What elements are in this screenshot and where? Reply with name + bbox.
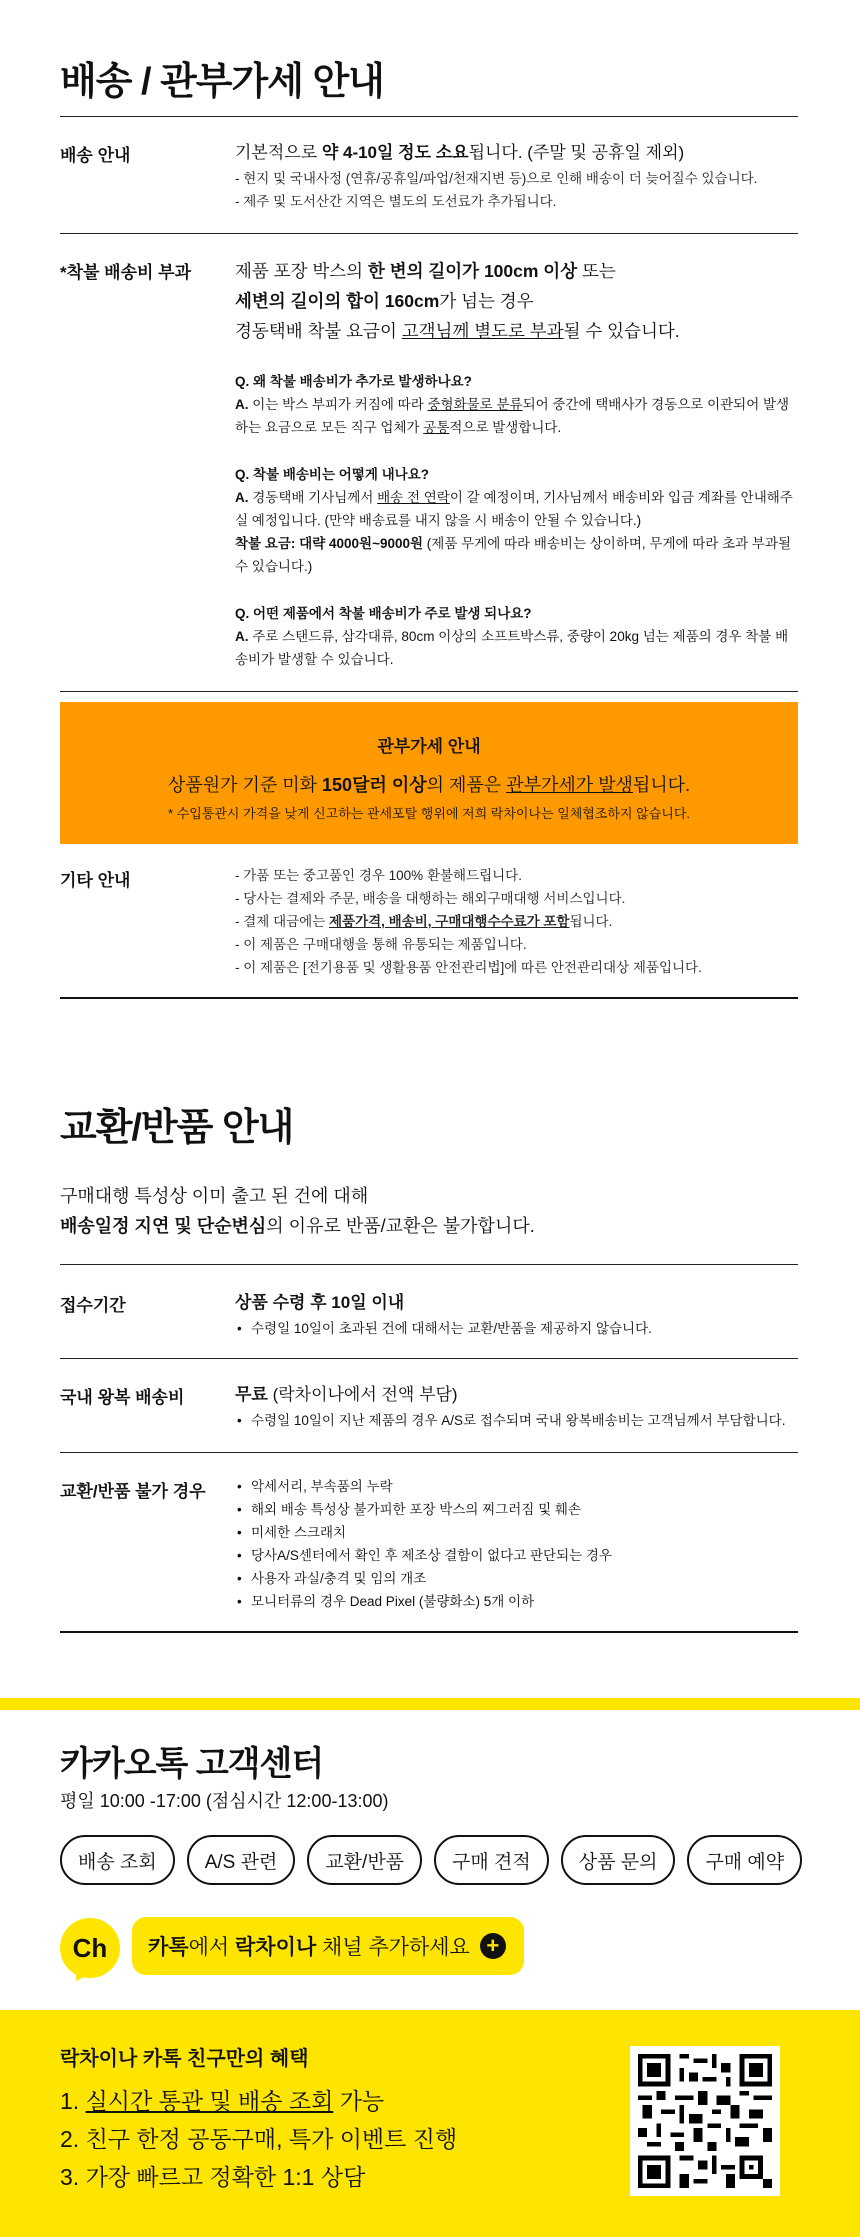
returns-intro: 구매대행 특성상 이미 출고 된 건에 대해 [60, 1186, 369, 1206]
customs-notice [60, 702, 798, 844]
faq-question: Q. 착불 배송비는 어떻게 내나요? [235, 467, 429, 482]
list-item: • 해외 배송 특성상 불가피한 포장 박스의 찌그러짐 및 훼손 [235, 1498, 798, 1521]
arrival-fee-row [60, 234, 798, 691]
period-list [235, 1317, 798, 1340]
faq-answer: A. 이는 박스 부피가 커짐에 따라 중형화물로 분류되어 중간에 택배사가 경동으로 이관되어 발생하는 요금으로 모든 직구 업체가 공통적으로 발생합니다. [235, 397, 790, 435]
fee-head: 무료 (락차이나에서 전액 부담) [235, 1385, 458, 1404]
divider [60, 1631, 798, 1633]
kakao-channel-icon: Ch [60, 1918, 120, 1978]
list-item: • 악세서리, 부속품의 누락 [235, 1475, 798, 1498]
faq-answer: A. 주로 스탠드류, 삼각대류, 80cm 이상의 소프트박스류, 중량이 20kg 넘는 제품의 경우 착불 배송비가 발생할 수 있습니다. [235, 629, 789, 667]
customs-title: 관부가세 안내 [377, 737, 481, 756]
period-label: 접수기간 [60, 1296, 126, 1315]
pill-product-inquiry[interactable]: 상품 문의 [561, 1835, 676, 1885]
etc-label: 기타 안내 [60, 871, 131, 890]
faq-item [235, 463, 798, 578]
arrival-line: 제품 포장 박스의 한 변의 길이가 100cm 이상 또는 [235, 261, 616, 281]
section-separator [0, 1698, 860, 1710]
add-channel-button[interactable] [132, 1917, 524, 1975]
add-channel-label: 카톡에서 락차이나 채널 추가하세요 [148, 1936, 470, 1959]
shipping-table [60, 116, 798, 692]
pill-exchange-return[interactable]: 교환/반품 [307, 1835, 422, 1885]
qr-code-icon[interactable] [630, 2046, 780, 2196]
benefit-panel [0, 2010, 860, 2237]
customs-note: * 수입통관시 가격을 낮게 신고하는 관세포탈 행위에 저희 락차이나는 일체협조하지 않습니다. [168, 806, 690, 821]
benefit-title: 락차이나 카톡 친구만의 혜택 [60, 2048, 309, 2070]
etc-note: - 이 제품은 구매대행을 통해 유통되는 제품입니다. [235, 937, 527, 952]
list-item: • 사용자 과실/충격 및 임의 개조 [235, 1567, 798, 1590]
faq-question: Q. 어떤 제품에서 착불 배송비가 주로 발생 되나요? [235, 606, 532, 621]
delivery-label: 배송 안내 [60, 146, 131, 165]
fee-range: 착불 요금: 대략 4000원~9000원 (제품 무게에 따라 배송비는 상이하며, 무게에 따라 초과 부과될 수 있습니다.) [235, 536, 792, 574]
etc-note: - 결제 대금에는 제품가격, 배송비, 구매대행수수료가 포함됩니다. [235, 914, 613, 929]
benefit-item: 2. 친구 한정 공동구매, 특가 이벤트 진행 [60, 2126, 458, 2152]
returns-section [60, 1096, 798, 1241]
faq-item [235, 602, 798, 671]
returns-intro: 배송일정 지연 및 단순변심의 이유로 반품/교환은 불가합니다. [60, 1216, 535, 1236]
not-allowed-label: 교환/반품 불가 경우 [60, 1482, 206, 1501]
etc-note: - 당사는 결제와 주문, 배송을 대행하는 해외구매대행 서비스입니다. [235, 891, 626, 906]
returns-title: 교환/반품 안내 [60, 1107, 294, 1149]
delivery-note: - 현지 및 국내사정 (연휴/공휴일/파업/천재지변 등)으로 인해 배송이 더 늦어질수 있습니다. [235, 171, 758, 186]
shipping-section [60, 50, 798, 105]
benefit-list [60, 2082, 457, 2196]
shipping-title: 배송 / 관부가세 안내 [60, 61, 384, 103]
etc-section [60, 860, 798, 999]
fee-row [60, 1359, 798, 1452]
returns-table [60, 1264, 798, 1633]
benefit-item: 1. 실시간 통관 및 배송 조회 가능 [60, 2088, 385, 2114]
faq-item [235, 370, 798, 439]
fee-label: 국내 왕복 배송비 [60, 1388, 185, 1407]
arrival-fee-label: *착불 배송비 부과 [60, 263, 192, 282]
not-allowed-row [60, 1453, 798, 1631]
delivery-note: - 제주 및 도서산간 지역은 별도의 도선료가 추가됩니다. [235, 194, 557, 209]
faq-question: Q. 왜 착불 배송비가 추가로 발생하나요? [235, 374, 472, 389]
pill-purchase-quote[interactable]: 구매 견적 [434, 1835, 549, 1885]
etc-note: - 가품 또는 중고품인 경우 100% 환불해드립니다. [235, 868, 522, 883]
benefit-item: 3. 가장 빠르고 정확한 1:1 상담 [60, 2164, 366, 2190]
period-head: 상품 수령 후 10일 이내 [235, 1293, 405, 1312]
list-item: • 모니터류의 경우 Dead Pixel (불량화소) 5개 이하 [235, 1590, 798, 1613]
kakao-quick-menu [60, 1835, 802, 1885]
plus-icon: + [480, 1933, 506, 1959]
list-item: • 수령일 10일이 초과된 건에 대해서는 교환/반품을 제공하지 않습니다. [235, 1317, 798, 1340]
arrival-line: 경동택배 착불 요금이 고객님께 별도로 부과될 수 있습니다. [235, 321, 680, 341]
pill-as[interactable]: A/S 관련 [187, 1835, 296, 1885]
fee-list [235, 1409, 798, 1432]
list-item: • 미세한 스크래치 [235, 1521, 798, 1544]
list-item: • 당사A/S센터에서 확인 후 제조상 결함이 없다고 판단되는 경우 [235, 1544, 798, 1567]
list-item: • 수령일 10일이 지난 제품의 경우 A/S로 접수되며 국내 왕복배송비는 고객님께서 부담합니다. [235, 1409, 798, 1432]
etc-row [60, 860, 798, 997]
kakao-title: 카카오톡 고객센터 [60, 1745, 324, 1783]
faq-answer: A. 경동택배 기사님께서 배송 전 연락이 갈 예정이며, 기사님께서 배송비와 입금 계좌를 안내해주실 예정입니다. (만약 배송료를 내지 않을 시 배송이 안될 수 있습니다.) [235, 490, 793, 528]
divider [60, 997, 798, 999]
pill-purchase-reservation[interactable]: 구매 예약 [687, 1835, 802, 1885]
period-row [60, 1265, 798, 1358]
customs-message: 상품원가 기준 미화 150달러 이상의 제품은 관부가세가 발생됩니다. [167, 775, 691, 795]
pill-delivery-tracking[interactable]: 배송 조회 [60, 1835, 175, 1885]
kakao-hours: 평일 10:00 -17:00 (점심시간 12:00-13:00) [60, 1791, 389, 1811]
delivery-row [60, 117, 798, 233]
not-allowed-list [235, 1475, 798, 1613]
delivery-lead: 기본적으로 약 4-10일 정도 소요됩니다. (주말 및 공휴일 제외) [235, 143, 685, 162]
arrival-line: 세변의 길이의 합이 160cm가 넘는 경우 [235, 291, 534, 311]
divider [60, 691, 798, 692]
etc-note: - 이 제품은 [전기용품 및 생활용품 안전관리법]에 따른 안전관리대상 제품입니다. [235, 960, 702, 975]
